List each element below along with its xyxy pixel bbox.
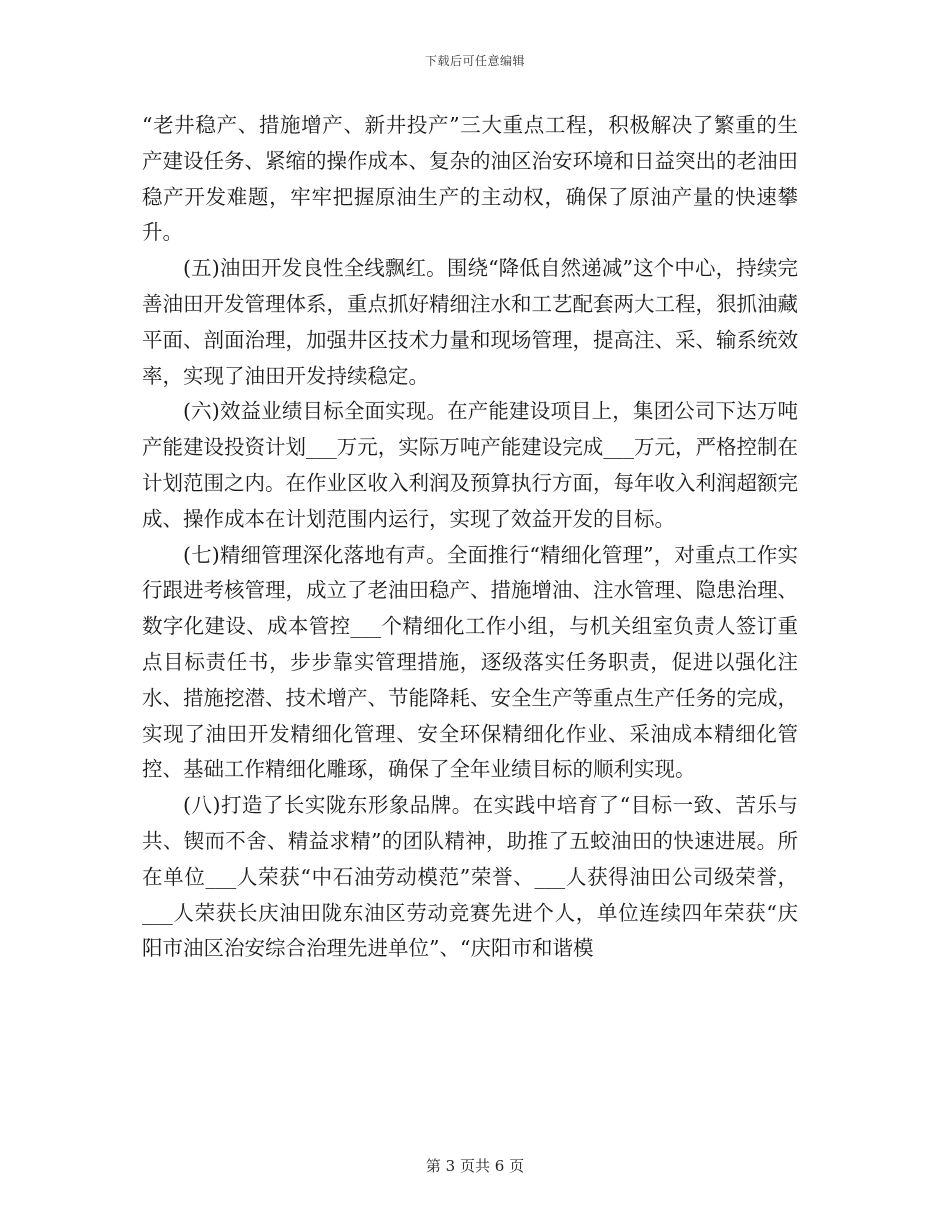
paragraph-5: (八)打造了长实陇东形象品牌。在实践中培育了“目标一致、苦乐与共、锲而不舍、精益求精”的团队精神，助推了五蛟油田的快速进展。所在单位___人荣获“中石油劳动模范”荣誉、___人获得油田公司级荣誉，___人荣获长庆油田陇东油区劳动竞赛先进个人，单位连续四年荣获“庆阳市油区治安综合治理先进单位”、“庆阳市和谐模: [142, 793, 798, 961]
paragraph-4: (七)精细管理深化落地有声。全面推行“精细化管理”，对重点工作实行跟进考核管理，成立了老油田稳产、措施增油、注水管理、隐患治理、数字化建设、成本管控___个精细化工作小组，与机关组室负责人签订重点目标责任书，步步靠实管理措施，逐级落实任务职责，促进以强化注水、措施挖潜、技术增产、节能降耗、安全生产等重点生产任务的完成，实现了油田开发精细化管理、安全环保精细化作业、采油成本精细化管控、基础工作精细化雕琢，确保了全年业绩目标的顺利实现。: [142, 542, 798, 782]
paragraph-1: “老井稳产、措施增产、新井投产”三大重点工程，积极解决了繁重的生产建设任务、紧缩的操作成本、复杂的油区治安环境和日益突出的老油田稳产开发难题，牢牢把握原油生产的主动权，确保了原油产量的快速攀升。: [142, 113, 798, 245]
page-header-note: 下载后可任意编辑: [424, 54, 525, 68]
paragraph-3: (六)效益业绩目标全面实现。在产能建设项目上，集团公司下达万吨产能建设投资计划___万元，实际万吨产能建设完成___万元，严格控制在计划范围之内。在作业区收入利润及预算执行方面，每年收入利润超额完成、操作成本在计划范围内运行，实现了效益开发的目标。: [142, 399, 798, 531]
paragraph-2: (五)油田开发良性全线飘红。围绕“降低自然递减”这个中心，持续完善油田开发管理体系，重点抓好精细注水和工艺配套两大工程，狠抓油藏平面、剖面治理，加强井区技术力量和现场管理，提高注、采、输系统效率，实现了油田开发持续稳定。: [142, 256, 798, 388]
page-number: 第 3 页共 6 页: [425, 1157, 525, 1175]
document-body: [142, 108, 798, 967]
